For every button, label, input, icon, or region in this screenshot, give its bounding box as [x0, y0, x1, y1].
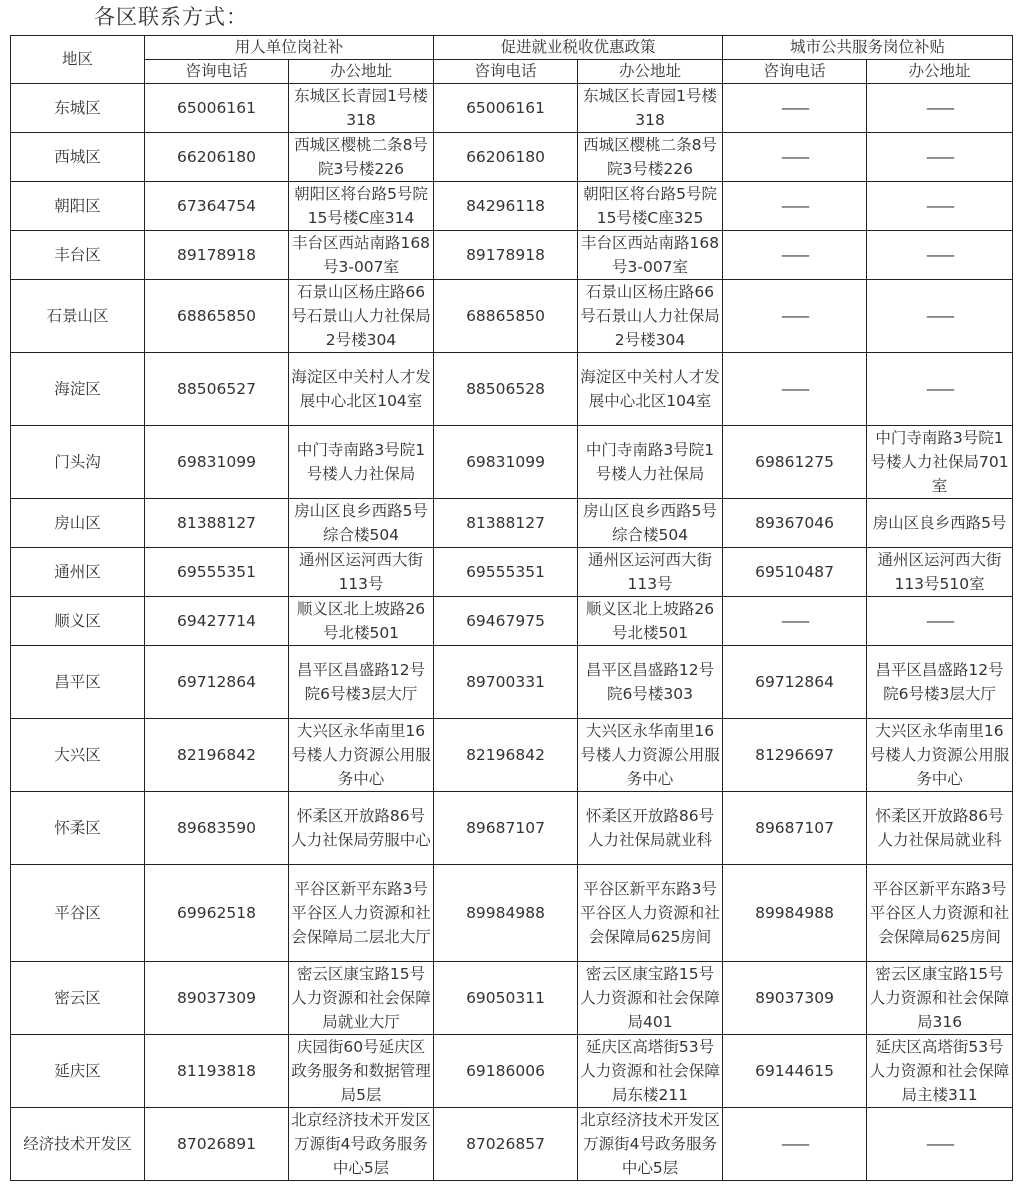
table-row	[11, 597, 1013, 646]
table-row	[11, 719, 1013, 792]
public-service-phone-cell: 69144615	[723, 1035, 867, 1108]
public-service-phone-cell: ——	[723, 1108, 867, 1181]
employer-address-cell: 东城区长青园1号楼318	[289, 84, 434, 133]
employer-phone-cell: 89037309	[145, 962, 289, 1035]
public-service-address-cell: 大兴区永华南里16号楼人力资源公用服务中心	[867, 719, 1013, 792]
employer-phone-cell: 67364754	[145, 182, 289, 231]
tax-address-cell: 海淀区中关村人才发展中心北区104室	[578, 353, 723, 426]
employer-phone-cell: 69831099	[145, 426, 289, 499]
region-cell: 石景山区	[11, 280, 145, 353]
public-service-phone-cell: ——	[723, 182, 867, 231]
table-row	[11, 231, 1013, 280]
region-cell: 怀柔区	[11, 792, 145, 865]
table-row	[11, 280, 1013, 353]
tax-address-cell: 中门寺南路3号院1号楼人力社保局	[578, 426, 723, 499]
employer-phone-cell: 82196842	[145, 719, 289, 792]
region-header: 地区	[11, 36, 145, 84]
employer-address-cell: 房山区良乡西路5号综合楼504	[289, 499, 434, 548]
group-header-tax-incentive: 促进就业税收优惠政策	[434, 36, 723, 60]
region-cell: 通州区	[11, 548, 145, 597]
table-row	[11, 646, 1013, 719]
employer-phone-cell: 69962518	[145, 865, 289, 962]
region-cell: 经济技术开发区	[11, 1108, 145, 1181]
sub-header-phone: 咨询电话	[434, 60, 578, 84]
employer-address-cell: 西城区樱桃二条8号院3号楼226	[289, 133, 434, 182]
public-service-address-cell: 通州区运河西大街113号510室	[867, 548, 1013, 597]
table-row	[11, 133, 1013, 182]
employer-address-cell: 通州区运河西大街113号	[289, 548, 434, 597]
public-service-phone-cell: ——	[723, 353, 867, 426]
region-cell: 东城区	[11, 84, 145, 133]
public-service-phone-cell: ——	[723, 231, 867, 280]
tax-phone-cell: 89687107	[434, 792, 578, 865]
tax-address-cell: 西城区樱桃二条8号院3号楼226	[578, 133, 723, 182]
tax-phone-cell: 89984988	[434, 865, 578, 962]
group-header-employer-subsidy: 用人单位岗社补	[145, 36, 434, 60]
table-row	[11, 962, 1013, 1035]
page-title: 各区联系方式：	[94, 5, 248, 29]
public-service-phone-cell: 69861275	[723, 426, 867, 499]
employer-phone-cell: 69555351	[145, 548, 289, 597]
tax-address-cell: 丰台区西站南路168号3-007室	[578, 231, 723, 280]
tax-phone-cell: 69467975	[434, 597, 578, 646]
public-service-phone-cell: ——	[723, 597, 867, 646]
table-row	[11, 84, 1013, 133]
region-cell: 西城区	[11, 133, 145, 182]
public-service-phone-cell: 81296697	[723, 719, 867, 792]
table-row	[11, 792, 1013, 865]
public-service-phone-cell: ——	[723, 280, 867, 353]
employer-phone-cell: 81388127	[145, 499, 289, 548]
tax-address-cell: 北京经济技术开发区万源街4号政务服务中心5层	[578, 1108, 723, 1181]
public-service-address-cell: ——	[867, 353, 1013, 426]
employer-address-cell: 北京经济技术开发区万源街4号政务服务中心5层	[289, 1108, 434, 1181]
tax-phone-cell: 68865850	[434, 280, 578, 353]
employer-phone-cell: 69712864	[145, 646, 289, 719]
employer-phone-cell: 81193818	[145, 1035, 289, 1108]
region-cell: 房山区	[11, 499, 145, 548]
employer-address-cell: 朝阳区将台路5号院15号楼C座314	[289, 182, 434, 231]
table-row	[11, 426, 1013, 499]
public-service-phone-cell: 89367046	[723, 499, 867, 548]
tax-address-cell: 大兴区永华南里16号楼人力资源公用服务中心	[578, 719, 723, 792]
tax-phone-cell: 87026857	[434, 1108, 578, 1181]
table-row	[11, 865, 1013, 962]
employer-phone-cell: 89178918	[145, 231, 289, 280]
tax-phone-cell: 69050311	[434, 962, 578, 1035]
tax-phone-cell: 66206180	[434, 133, 578, 182]
contact-table	[10, 35, 1013, 1181]
tax-phone-cell: 82196842	[434, 719, 578, 792]
table-row	[11, 499, 1013, 548]
tax-phone-cell: 88506528	[434, 353, 578, 426]
employer-phone-cell: 87026891	[145, 1108, 289, 1181]
tax-address-cell: 顺义区北上坡路26号北楼501	[578, 597, 723, 646]
public-service-phone-cell: 69510487	[723, 548, 867, 597]
region-cell: 延庆区	[11, 1035, 145, 1108]
region-cell: 密云区	[11, 962, 145, 1035]
employer-address-cell: 庆园街60号延庆区政务服务和数据管理局5层	[289, 1035, 434, 1108]
region-cell: 门头沟	[11, 426, 145, 499]
tax-phone-cell: 69186006	[434, 1035, 578, 1108]
public-service-address-cell: 平谷区新平东路3号平谷区人力资源和社会保障局625房间	[867, 865, 1013, 962]
tax-phone-cell: 69831099	[434, 426, 578, 499]
table-row	[11, 353, 1013, 426]
tax-address-cell: 房山区良乡西路5号综合楼504	[578, 499, 723, 548]
employer-phone-cell: 69427714	[145, 597, 289, 646]
public-service-address-cell: ——	[867, 231, 1013, 280]
region-cell: 大兴区	[11, 719, 145, 792]
sub-header-address: 办公地址	[867, 60, 1013, 84]
employer-address-cell: 丰台区西站南路168号3-007室	[289, 231, 434, 280]
tax-address-cell: 平谷区新平东路3号平谷区人力资源和社会保障局625房间	[578, 865, 723, 962]
tax-phone-cell: 65006161	[434, 84, 578, 133]
tax-address-cell: 怀柔区开放路86号人力社保局就业科	[578, 792, 723, 865]
tax-phone-cell: 84296118	[434, 182, 578, 231]
public-service-address-cell: 延庆区高塔街53号人力资源和社会保障局主楼311	[867, 1035, 1013, 1108]
public-service-phone-cell: ——	[723, 133, 867, 182]
employer-address-cell: 密云区康宝路15号人力资源和社会保障局就业大厅	[289, 962, 434, 1035]
tax-phone-cell: 81388127	[434, 499, 578, 548]
public-service-address-cell: ——	[867, 1108, 1013, 1181]
table-row	[11, 182, 1013, 231]
employer-address-cell: 昌平区昌盛路12号院6号楼3层大厅	[289, 646, 434, 719]
tax-address-cell: 朝阳区将台路5号院15号楼C座325	[578, 182, 723, 231]
employer-phone-cell: 89683590	[145, 792, 289, 865]
public-service-address-cell: ——	[867, 280, 1013, 353]
region-cell: 海淀区	[11, 353, 145, 426]
public-service-phone-cell: 89037309	[723, 962, 867, 1035]
tax-address-cell: 密云区康宝路15号人力资源和社会保障局401	[578, 962, 723, 1035]
public-service-address-cell: 昌平区昌盛路12号院6号楼3层大厅	[867, 646, 1013, 719]
employer-address-cell: 中门寺南路3号院1号楼人力社保局	[289, 426, 434, 499]
sub-header-address: 办公地址	[578, 60, 723, 84]
tax-address-cell: 石景山区杨庄路66号石景山人力社保局2号楼304	[578, 280, 723, 353]
tax-phone-cell: 69555351	[434, 548, 578, 597]
employer-address-cell: 怀柔区开放路86号人力社保局劳服中心	[289, 792, 434, 865]
public-service-phone-cell: ——	[723, 84, 867, 133]
employer-address-cell: 顺义区北上坡路26号北楼501	[289, 597, 434, 646]
table-row	[11, 548, 1013, 597]
employer-phone-cell: 65006161	[145, 84, 289, 133]
public-service-address-cell: 中门寺南路3号院1号楼人力社保局701室	[867, 426, 1013, 499]
group-header-public-service-subsidy: 城市公共服务岗位补贴	[723, 36, 1013, 60]
employer-address-cell: 大兴区永华南里16号楼人力资源公用服务中心	[289, 719, 434, 792]
public-service-address-cell: ——	[867, 84, 1013, 133]
table-row	[11, 1108, 1013, 1181]
public-service-address-cell: 房山区良乡西路5号	[867, 499, 1013, 548]
tax-address-cell: 昌平区昌盛路12号院6号楼303	[578, 646, 723, 719]
sub-header-phone: 咨询电话	[723, 60, 867, 84]
sub-header-phone: 咨询电话	[145, 60, 289, 84]
public-service-address-cell: ——	[867, 182, 1013, 231]
region-cell: 平谷区	[11, 865, 145, 962]
table-row	[11, 1035, 1013, 1108]
public-service-phone-cell: 89687107	[723, 792, 867, 865]
employer-phone-cell: 88506527	[145, 353, 289, 426]
region-cell: 丰台区	[11, 231, 145, 280]
public-service-address-cell: ——	[867, 133, 1013, 182]
employer-phone-cell: 68865850	[145, 280, 289, 353]
tax-phone-cell: 89178918	[434, 231, 578, 280]
sub-header-address: 办公地址	[289, 60, 434, 84]
region-cell: 顺义区	[11, 597, 145, 646]
tax-phone-cell: 89700331	[434, 646, 578, 719]
tax-address-cell: 通州区运河西大街113号	[578, 548, 723, 597]
public-service-address-cell: 怀柔区开放路86号人力社保局就业科	[867, 792, 1013, 865]
public-service-address-cell: 密云区康宝路15号人力资源和社会保障局316	[867, 962, 1013, 1035]
employer-address-cell: 海淀区中关村人才发展中心北区104室	[289, 353, 434, 426]
public-service-address-cell: ——	[867, 597, 1013, 646]
tax-address-cell: 东城区长青园1号楼318	[578, 84, 723, 133]
public-service-phone-cell: 69712864	[723, 646, 867, 719]
employer-address-cell: 平谷区新平东路3号平谷区人力资源和社会保障局二层北大厅	[289, 865, 434, 962]
region-cell: 昌平区	[11, 646, 145, 719]
public-service-phone-cell: 89984988	[723, 865, 867, 962]
region-cell: 朝阳区	[11, 182, 145, 231]
tax-address-cell: 延庆区高塔街53号人力资源和社会保障局东楼211	[578, 1035, 723, 1108]
employer-address-cell: 石景山区杨庄路66号石景山人力社保局2号楼304	[289, 280, 434, 353]
employer-phone-cell: 66206180	[145, 133, 289, 182]
